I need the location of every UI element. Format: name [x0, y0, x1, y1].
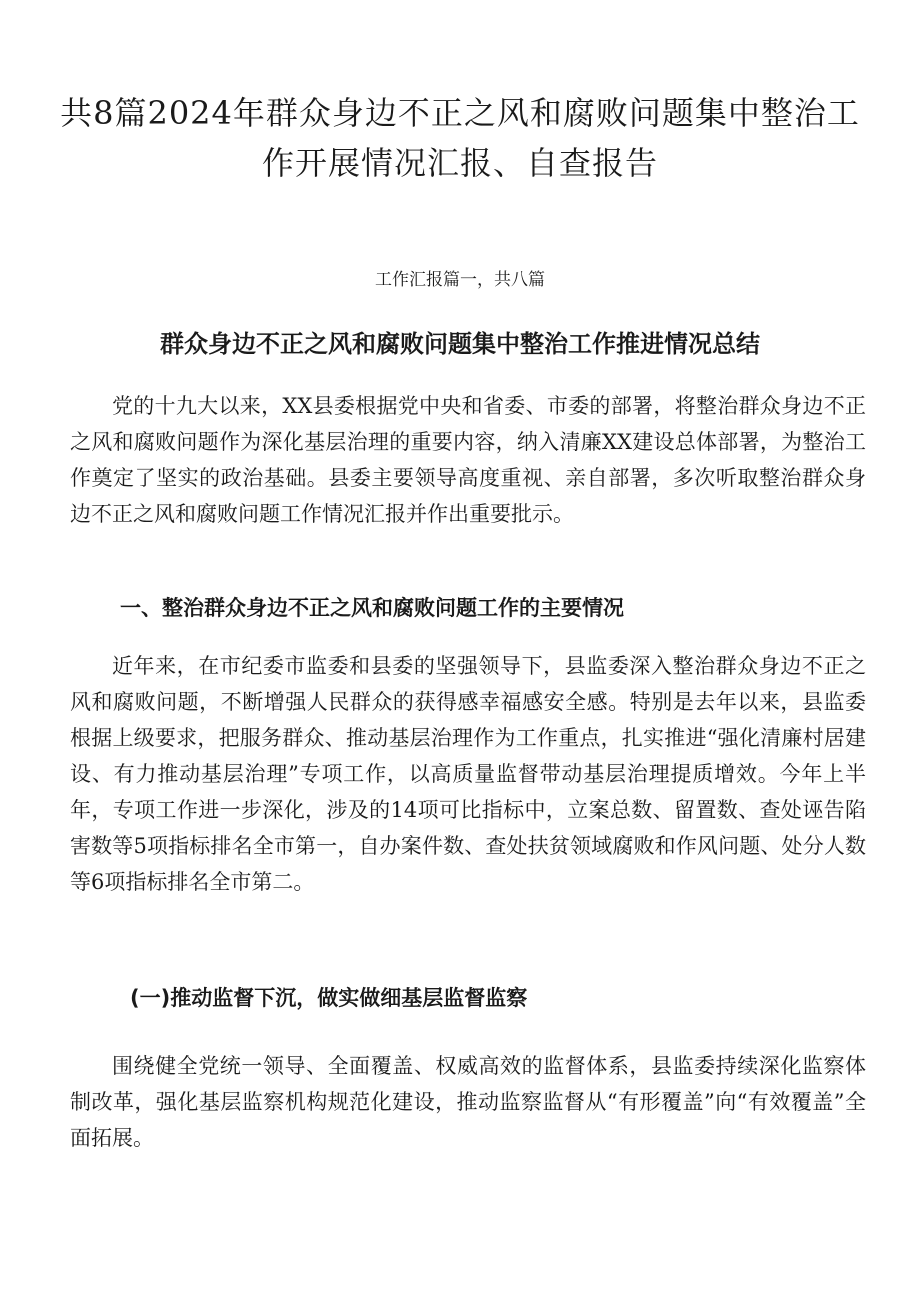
- document-title: 共8篇2024年群众身边不正之风和腐败问题集中整治工作开展情况汇报、自查报告: [60, 94, 860, 182]
- paragraph-supervision: 围绕健全党统一领导、全面覆盖、权威高效的监督体系，县监委持续深化监察体制改革，强化基层监察机构规范化建设，推动监察监督从“有形覆盖”向“有效覆盖”全面拓展。: [70, 1054, 866, 1150]
- paragraph-main-situation: 近年来，在市纪委市监委和县委的坚强领导下，县监委深入整治群众身边不正之风和腐败问题，不断增强人民群众的获得感幸福感安全感。特别是去年以来，县监委根据上级要求，把服务群众、推动基层治理作为工作重点，扎实推进“强化清廉村居建设、有力推动基层治理”专项工作，以高质量监督带动基层治理提质增效。今年上半年，专项工作进一步深化，涉及的14项可比指标中，立案总数、留置数、查处诬告陷害数等5项指标排名全市第一，自办案件数、查处扶贫领域腐败和作风问题、处分人数等6项指标排名全市第二。: [70, 654, 866, 894]
- article-title: 群众身边不正之风和腐败问题集中整治工作推进情况总结: [160, 330, 760, 358]
- subsection-heading-1: (一)推动监督下沉，做实做细基层监督监察: [130, 986, 528, 1010]
- paragraph-intro: 党的十九大以来，XX县委根据党中央和省委、市委的部署，将整治群众身边不正之风和腐败问题作为深化基层治理的重要内容，纳入清廉XX建设总体部署，为整治工作奠定了坚实的政治基础。县委主要领导高度重视、亲自部署，多次听取整治群众身边不正之风和腐败问题工作情况汇报并作出重要批示。: [70, 394, 866, 526]
- section-label: 工作汇报篇一，共八篇: [375, 270, 545, 290]
- section-heading-1: 一、整治群众身边不正之风和腐败问题工作的主要情况: [120, 596, 624, 620]
